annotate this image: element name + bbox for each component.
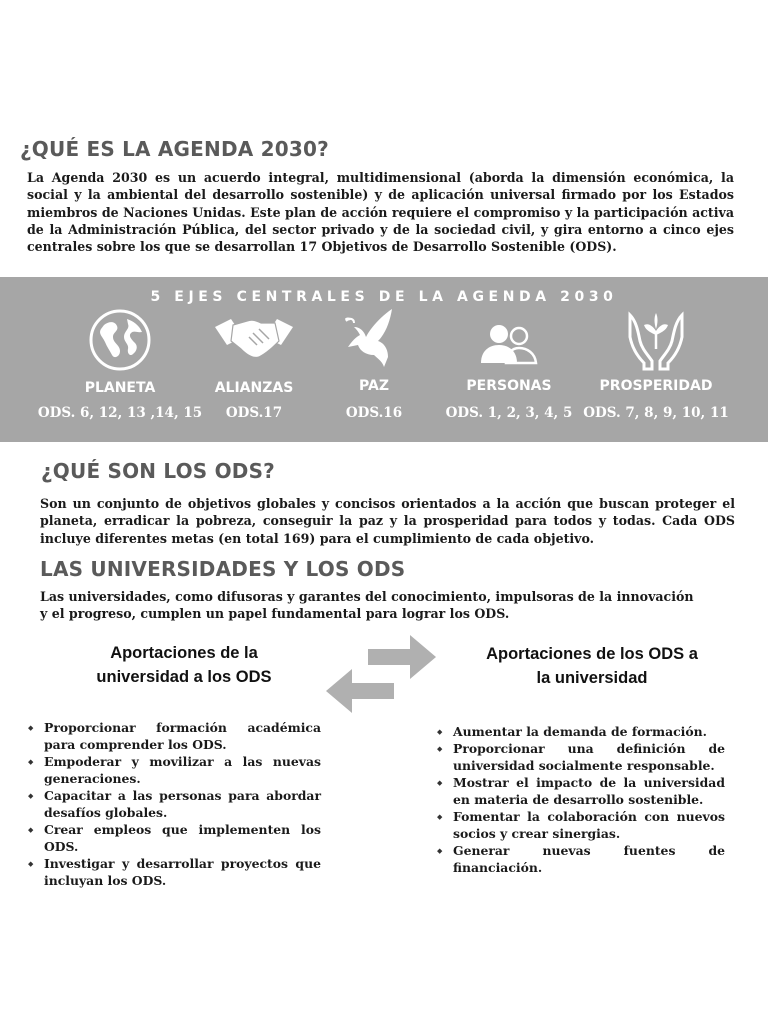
ejes-band (0, 277, 768, 442)
universidades-title: LAS UNIVERSIDADES Y LOS ODS (40, 557, 406, 581)
left-column-title (64, 641, 304, 689)
list-item: ◆ Investigar y desarrollar proyectos que incluyan los ODS. (26, 855, 321, 889)
list-item: ◆ Proporcionar una definición de universidad socialmente responsable. (435, 740, 725, 774)
universidades-text: Las universidades, como difusoras y garantes del conocimiento, impulsoras de la innovación y el progreso, cumplen un papel fundamental para lograr los ODS. (40, 589, 694, 622)
list-item: ◆ Capacitar a las personas para abordar desafíos globales. (26, 787, 321, 821)
ejes-title: 5 EJES CENTRALES DE LA AGENDA 2030 (150, 289, 618, 305)
list-item: ◆ Generar nuevas fuentes de financiación. (435, 842, 725, 876)
dove-icon (342, 307, 406, 375)
list-item: ◆ Aumentar la demanda de formación. (435, 723, 725, 740)
left-list (26, 719, 321, 889)
agenda-title: ¿QUÉ ES LA AGENDA 2030? (20, 137, 329, 161)
axis-name: ALIANZAS (214, 380, 294, 396)
handshake-icon (213, 307, 295, 371)
arrow-right-icon (368, 635, 436, 679)
globe-icon (87, 307, 153, 377)
right-title-line1: Aportaciones de los ODS a (486, 645, 698, 663)
axis-name: PERSONAS (466, 378, 552, 394)
ods-title: ¿QUÉ SON LOS ODS? (41, 459, 275, 483)
axis-ods: ODS. 1, 2, 3, 4, 5 (445, 405, 573, 421)
axis-name: PAZ (359, 378, 389, 394)
list-item: ◆ Empoderar y movilizar a las nuevas generaciones. (26, 753, 321, 787)
axis-ods: ODS.17 (225, 405, 283, 421)
right-column-title (452, 642, 732, 690)
ods-text: Son un conjunto de objetivos globales y concisos orientados a la acción que buscan proteger el planeta, erradicar la pobreza, conseguir la paz y la prosperidad para todos y todas. Cada ODS incluye diferentes metas (en total 169) para el cumplimiento de cada objetivo. (40, 496, 735, 546)
agenda-text: La Agenda 2030 es un acuerdo integral, multidimensional (aborda la dimensión económica, la social y la ambiental del desarrollo sostenible) y de aplicación universal firmado por los Estados miembros de Naciones Unidas. Este plan de acción requiere el compromiso y la participación activa de la Administración Pública, del sector privado y de la sociedad civil, y gira entorno a cinco ejes centrales sobre los que se desarrollan 17 Objetivos de Desarrollo Sostenible (ODS). (27, 170, 734, 255)
axis-personas (424, 277, 594, 442)
axis-ods: ODS.16 (345, 405, 403, 421)
axis-name: PROSPERIDAD (599, 378, 713, 394)
axis-prosperidad (571, 277, 741, 442)
list-item: ◆ Fomentar la colaboración con nuevos socios y crear sinergias. (435, 808, 725, 842)
exchange-arrows (324, 633, 438, 719)
left-title-line2: universidad a los ODS (96, 668, 272, 686)
arrow-left-icon (326, 669, 394, 713)
list-item: ◆ Mostrar el impacto de la universidad en materia de desarrollo sostenible. (435, 774, 725, 808)
axis-name: PLANETA (84, 380, 156, 396)
hands-plant-icon (626, 309, 686, 375)
axis-ods: ODS. 7, 8, 9, 10, 11 (583, 405, 729, 421)
right-title-line2: la universidad (536, 669, 648, 687)
left-title-line1: Aportaciones de la (110, 644, 258, 662)
list-item: ◆ Crear empleos que implementen los ODS. (26, 821, 321, 855)
right-list (435, 723, 725, 876)
axis-ods: ODS. 6, 12, 13 ,14, 15 (37, 405, 203, 421)
people-icon (479, 323, 539, 369)
list-item: ◆ Proporcionar formación académica para comprender los ODS. (26, 719, 321, 753)
